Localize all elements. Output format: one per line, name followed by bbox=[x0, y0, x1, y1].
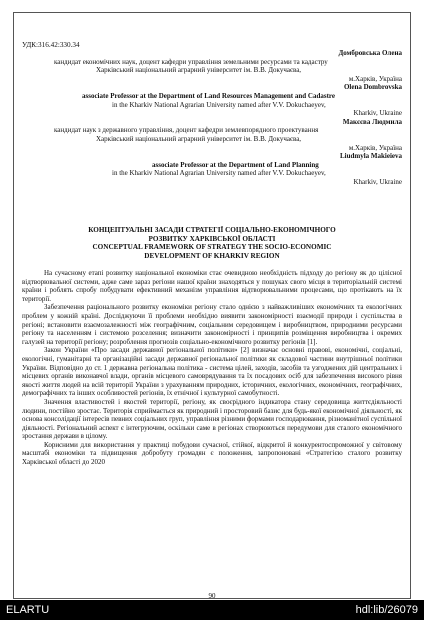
title-line: CONCEPTUAL FRAMEWORK OF STRATEGY THE SOCIO-ECONOMIC bbox=[92, 243, 332, 252]
body-paragraph: Закон України «Про засади державної регіональної політики» [2] визначає основні правові, економічні, соціальні, екологічні, гуманітарні та організаційні засади державної регіональної політики як складової частини внутрішньої політики України. Відповідно до ст. 1 державна регіональна політика - система цілей, заходів, засобів та узгоджених дій центральних і місцевих органів виконавчої влади, органів місцевого самоврядування та їх посадових осіб для забезпечення високого рівня якості життя людей на всій території України з урахуванням природних, історичних, екологічних, економічних, географічних, демографічних та інших особливостей регіонів, їх етнічної і культурної самобутності. bbox=[22, 346, 402, 398]
author-affiliation bbox=[22, 126, 402, 152]
author-name: Liudmyla Makieieva bbox=[339, 152, 402, 161]
affiliation-line: Kharkiv, Ukraine bbox=[353, 109, 402, 118]
author-name: Макєєва Людмила bbox=[342, 117, 402, 126]
affiliation-line: associate Professor at the Department of Land Planning bbox=[152, 160, 319, 169]
author-affiliation bbox=[22, 58, 402, 84]
handle-link[interactable]: hdl:lib/26079 bbox=[355, 604, 418, 616]
author-affiliation bbox=[22, 161, 402, 187]
body-paragraph: На сучасному етапі розвитку національної економіки стає очевидною необхідність підходу до регіону як до цілісної відтворювальної системи, адже саме зараз регіони нашої країни знаходяться у пошуках свого місця в територіальній системі країни і роблять спробу побудувати ефективний механізм управління відтворювальними процесами, що протікають на їх території. bbox=[22, 269, 402, 303]
affiliation-line: Kharkiv, Ukraine bbox=[353, 177, 402, 186]
repository-name: ELARTU bbox=[6, 604, 50, 616]
affiliation-line: кандидат наук з державного управління, доцент кафедри землевпорядного проектування bbox=[54, 126, 319, 135]
affiliation-line: Харківський національний аграрний університет ім. В.В. Докучаєва, bbox=[96, 134, 302, 143]
author-affiliation bbox=[22, 92, 402, 118]
page-number: 90 bbox=[208, 592, 216, 600]
udk-code: УДК:316.42:330.34 bbox=[22, 41, 80, 49]
title-line: КОНЦЕПТУАЛЬНІ ЗАСАДИ СТРАТЕГІЇ СОЦІАЛЬНО-ЕКОНОМІЧНОГО bbox=[88, 226, 336, 234]
article-body bbox=[22, 269, 402, 467]
affiliation-line: in the Kharkiv National Agrarian University named after V.V. Dokuchaeyev, bbox=[112, 169, 326, 178]
affiliation-line: кандидат економічних наук, доцент кафедри управління земельними ресурсами та кадастру bbox=[54, 57, 328, 66]
author-name: Домбровська Олена bbox=[338, 49, 402, 57]
author-name: Olena Dombrovska bbox=[343, 83, 402, 92]
title-line: DEVELOPMENT OF KHARKIV REGION bbox=[144, 251, 280, 260]
document-page bbox=[22, 20, 402, 600]
affiliation-line: Харківський національний аграрний університет ім. В.В. Докучаєва, bbox=[96, 66, 302, 75]
affiliation-line: м.Харків, Україна bbox=[348, 74, 402, 83]
title-line: РОЗВИТКУ ХАРКІВСЬКОЇ ОБЛАСТІ bbox=[148, 234, 276, 243]
body-paragraph: Корисними для використання у практиці побудови сучасної, стійкої, відкритої й конкурентоспроможної у світовому масштабі економіки та підвищення добробуту громадян є положення, запропоновані «Стратегією сталого розвитку Харківської області до 2020 bbox=[22, 440, 402, 467]
author-block bbox=[22, 49, 402, 187]
affiliation-line: in the Kharkiv National Agrarian University named after V.V. Dokuchaeyev, bbox=[112, 100, 326, 109]
affiliation-line: м.Харків, Україна bbox=[348, 143, 402, 152]
repository-footer bbox=[0, 600, 424, 620]
body-paragraph: Значення властивостей і якостей території, регіону, як своєрідного індикатора стану середовища життєдіяльності людини, постійно зростає. Територія сприймається як природний і просторовий базис для будь-якої економічної діяльності, як основа консолідації інтересів певних соціальних груп, управління різними формами господарювання, різноманітної суспільної діяльності. Регіональний аспект є інтегруючим, оскільки саме в регіонах створюються передумови для сталого економічного зростання держави в цілому. bbox=[22, 397, 402, 441]
affiliation-line: associate Professor at the Department of Land Resources Management and Cadastre bbox=[82, 91, 336, 100]
article-title bbox=[22, 226, 402, 260]
body-paragraph: Забезпечення раціонального розвитку економіки регіону стало однією з найважливіших економічних та екологічних проблем у кожній країні. Досліджуючи її проблеми необхідно виявити закономірності взаємодії природи і суспільства в регіоні; встановити взаємозалежності між географічним, соціальним середовищем і виробництвом, природними ресурсами регіону та населенням і системою розселення; визначити закономірності і принципів розміщення виробництва і окремих галузей на території регіону; розроблення прогнозів соціально-економічного розвитку регіонів [1]. bbox=[22, 303, 402, 346]
